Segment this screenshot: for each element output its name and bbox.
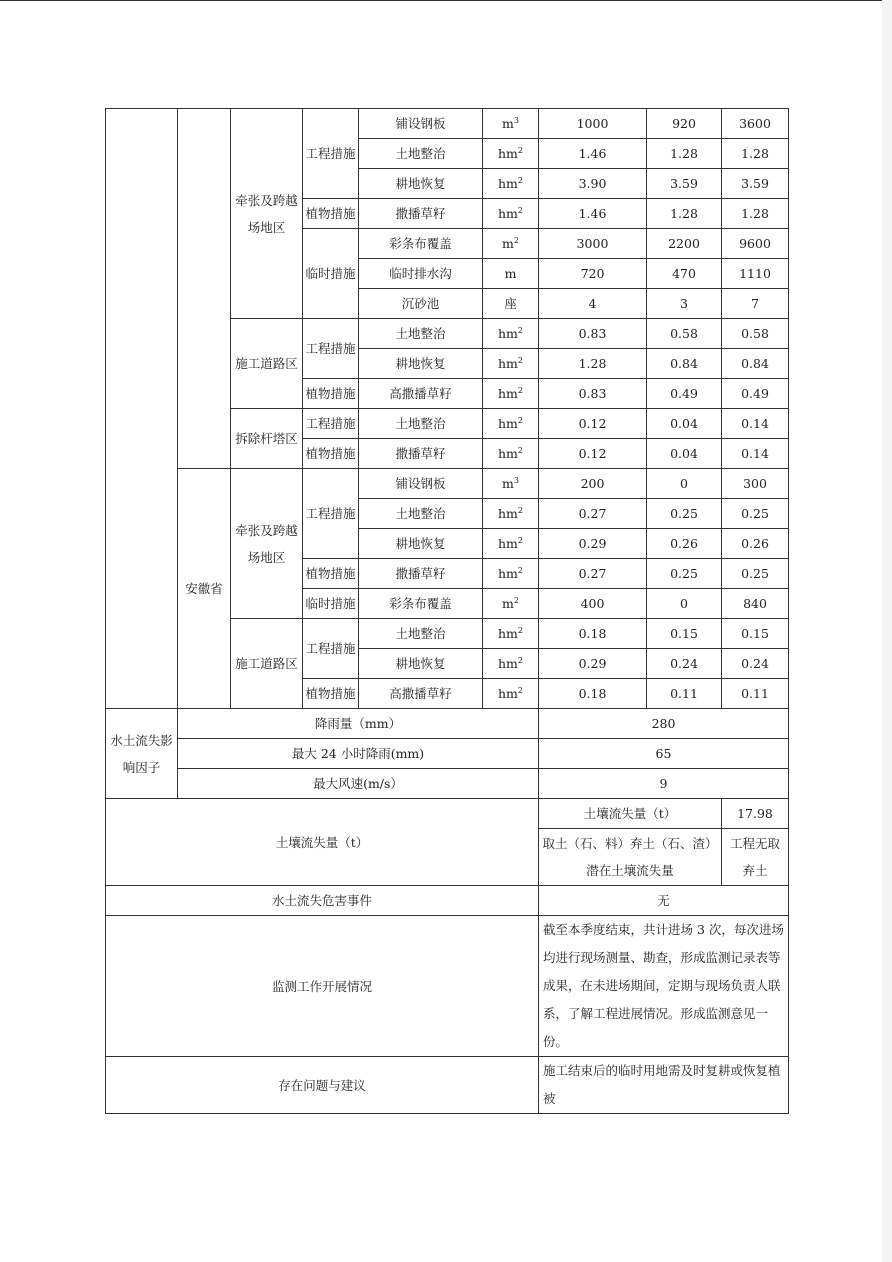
value-cell: 3.59 bbox=[647, 169, 722, 199]
category-cell: 工程措施 bbox=[303, 319, 359, 379]
value-cell: 1.28 bbox=[722, 199, 789, 229]
unit-cell: $m^2$ bbox=[483, 229, 539, 259]
value-cell: 1.28 bbox=[539, 349, 647, 379]
unit-cell: $hm^2$ bbox=[483, 139, 539, 169]
value-cell: 0.14 bbox=[722, 439, 789, 469]
value-cell: 9600 bbox=[722, 229, 789, 259]
value-cell: 0.27 bbox=[539, 499, 647, 529]
value-cell: 1.28 bbox=[722, 139, 789, 169]
province-cell-empty bbox=[178, 109, 231, 469]
area-cell: 拆除杆塔区 bbox=[231, 409, 303, 469]
soil-loss-label: 土壤流失量（t） bbox=[106, 799, 539, 886]
category-cell: 植物措施 bbox=[303, 379, 359, 409]
value-cell: 2200 bbox=[647, 229, 722, 259]
wind-value: 9 bbox=[539, 769, 789, 799]
measure-cell: 土地整治 bbox=[359, 139, 483, 169]
unit-cell: $hm^2$ bbox=[483, 499, 539, 529]
value-cell: 3 bbox=[647, 289, 722, 319]
value-cell: 0.26 bbox=[722, 529, 789, 559]
value-cell: 300 bbox=[722, 469, 789, 499]
value-cell: 0 bbox=[647, 469, 722, 499]
value-cell: 1.46 bbox=[539, 199, 647, 229]
value-cell: 0.04 bbox=[647, 439, 722, 469]
unit-cell: $hm^2$ bbox=[483, 199, 539, 229]
area-cell: 施工道路区 bbox=[231, 619, 303, 709]
value-cell: 0 bbox=[647, 589, 722, 619]
value-cell: 0.25 bbox=[722, 499, 789, 529]
value-cell: 0.12 bbox=[539, 409, 647, 439]
value-cell: 0.84 bbox=[722, 349, 789, 379]
category-cell: 植物措施 bbox=[303, 679, 359, 709]
value-cell: 0.29 bbox=[539, 529, 647, 559]
value-cell: 0.11 bbox=[722, 679, 789, 709]
value-cell: 1110 bbox=[722, 259, 789, 289]
monitoring-table bbox=[105, 108, 789, 1114]
unit-cell: $m^2$ bbox=[483, 589, 539, 619]
measure-cell: 撒播草籽 bbox=[359, 439, 483, 469]
measure-cell: 耕地恢复 bbox=[359, 649, 483, 679]
soil-loss-sub-value: 17.98 bbox=[722, 799, 789, 829]
rainfall-label: 降雨量（mm） bbox=[178, 709, 539, 739]
measure-cell: 撒播草籽 bbox=[359, 199, 483, 229]
value-cell: 4 bbox=[539, 289, 647, 319]
category-cell: 工程措施 bbox=[303, 109, 359, 199]
category-cell: 工程措施 bbox=[303, 469, 359, 559]
value-cell: 1.28 bbox=[647, 199, 722, 229]
unit-cell: $hm^2$ bbox=[483, 169, 539, 199]
unit-cell: 座 bbox=[483, 289, 539, 319]
value-cell: 0.49 bbox=[722, 379, 789, 409]
measure-cell: 彩条布覆盖 bbox=[359, 229, 483, 259]
unit-cell: m bbox=[483, 259, 539, 289]
measure-cell: 彩条布覆盖 bbox=[359, 589, 483, 619]
unit-cell: $m^3$ bbox=[483, 109, 539, 139]
value-cell: 0.24 bbox=[647, 649, 722, 679]
value-cell: 0.58 bbox=[722, 319, 789, 349]
unit-cell: $hm^2$ bbox=[483, 319, 539, 349]
measure-cell: 铺设钢板 bbox=[359, 109, 483, 139]
value-cell: 0.84 bbox=[647, 349, 722, 379]
measure-cell: 耕地恢复 bbox=[359, 529, 483, 559]
unit-cell: $hm^2$ bbox=[483, 409, 539, 439]
area-cell: 牵张及跨越场地区 bbox=[231, 469, 303, 619]
value-cell: 0.58 bbox=[647, 319, 722, 349]
value-cell: 720 bbox=[539, 259, 647, 289]
value-cell: 400 bbox=[539, 589, 647, 619]
wind-label: 最大风速(m/s） bbox=[178, 769, 539, 799]
unit-cell: $m^3$ bbox=[483, 469, 539, 499]
category-cell: 植物措施 bbox=[303, 439, 359, 469]
value-cell: 0.24 bbox=[722, 649, 789, 679]
category-cell: 植物措施 bbox=[303, 199, 359, 229]
value-cell: 0.26 bbox=[647, 529, 722, 559]
value-cell: 7 bbox=[722, 289, 789, 319]
monitoring-label: 监测工作开展情况 bbox=[106, 916, 539, 1057]
value-cell: 920 bbox=[647, 109, 722, 139]
unit-cell: $hm^2$ bbox=[483, 439, 539, 469]
measure-cell: 土地整治 bbox=[359, 409, 483, 439]
measure-cell: 撒播草籽 bbox=[359, 559, 483, 589]
measure-cell: 土地整治 bbox=[359, 499, 483, 529]
value-cell: 0.14 bbox=[722, 409, 789, 439]
value-cell: 0.04 bbox=[647, 409, 722, 439]
value-cell: 0.18 bbox=[539, 619, 647, 649]
value-cell: 3.59 bbox=[722, 169, 789, 199]
value-cell: 0.49 bbox=[647, 379, 722, 409]
category-cell: 植物措施 bbox=[303, 559, 359, 589]
category-cell: 临时措施 bbox=[303, 229, 359, 319]
value-cell: 1.46 bbox=[539, 139, 647, 169]
hazard-value: 无 bbox=[539, 886, 789, 916]
measure-cell: 耕地恢复 bbox=[359, 349, 483, 379]
value-cell: 0.83 bbox=[539, 379, 647, 409]
unit-cell: $hm^2$ bbox=[483, 679, 539, 709]
area-cell: 施工道路区 bbox=[231, 319, 303, 409]
max24-rain-value: 65 bbox=[539, 739, 789, 769]
value-cell: 3600 bbox=[722, 109, 789, 139]
section-label-empty bbox=[106, 109, 178, 709]
page-right-edge bbox=[882, 0, 892, 1262]
unit-cell: $hm^2$ bbox=[483, 379, 539, 409]
value-cell: 200 bbox=[539, 469, 647, 499]
value-cell: 0.25 bbox=[722, 559, 789, 589]
value-cell: 0.83 bbox=[539, 319, 647, 349]
measure-cell: 土地整治 bbox=[359, 319, 483, 349]
measure-cell: 耕地恢复 bbox=[359, 169, 483, 199]
factors-label: 水土流失影响因子 bbox=[106, 709, 178, 799]
value-cell: 0.29 bbox=[539, 649, 647, 679]
measure-cell: 铺设钢板 bbox=[359, 469, 483, 499]
measure-cell: 沉砂池 bbox=[359, 289, 483, 319]
hazard-label: 水土流失危害事件 bbox=[106, 886, 539, 916]
category-cell: 工程措施 bbox=[303, 619, 359, 679]
max24-rain-label: 最大 24 小时降雨(mm) bbox=[178, 739, 539, 769]
value-cell: 0.25 bbox=[647, 559, 722, 589]
area-cell: 牵张及跨越场地区 bbox=[231, 109, 303, 319]
category-cell: 临时措施 bbox=[303, 589, 359, 619]
value-cell: 0.12 bbox=[539, 439, 647, 469]
value-cell: 840 bbox=[722, 589, 789, 619]
category-cell: 工程措施 bbox=[303, 409, 359, 439]
measure-cell: 高撒播草籽 bbox=[359, 379, 483, 409]
potential-soil-loss-value: 工程无取弃土 bbox=[722, 829, 789, 886]
measure-cell: 土地整治 bbox=[359, 619, 483, 649]
measure-cell: 临时排水沟 bbox=[359, 259, 483, 289]
value-cell: 1000 bbox=[539, 109, 647, 139]
unit-cell: $hm^2$ bbox=[483, 619, 539, 649]
unit-cell: $hm^2$ bbox=[483, 559, 539, 589]
measure-cell: 高撒播草籽 bbox=[359, 679, 483, 709]
value-cell: 0.18 bbox=[539, 679, 647, 709]
unit-cell: $hm^2$ bbox=[483, 349, 539, 379]
value-cell: 0.27 bbox=[539, 559, 647, 589]
value-cell: 3000 bbox=[539, 229, 647, 259]
value-cell: 0.25 bbox=[647, 499, 722, 529]
issues-description: 施工结束后的临时用地需及时复耕或恢复植被 bbox=[539, 1057, 789, 1114]
value-cell: 0.11 bbox=[647, 679, 722, 709]
value-cell: 0.15 bbox=[722, 619, 789, 649]
value-cell: 3.90 bbox=[539, 169, 647, 199]
potential-soil-loss-label: 取土（石、料）弃土（石、渣）潜在土壤流失量 bbox=[539, 829, 722, 886]
value-cell: 470 bbox=[647, 259, 722, 289]
unit-cell: $hm^2$ bbox=[483, 529, 539, 559]
value-cell: 1.28 bbox=[647, 139, 722, 169]
page-top-border bbox=[0, 0, 892, 1]
province-cell: 安徽省 bbox=[178, 469, 231, 709]
issues-label: 存在问题与建议 bbox=[106, 1057, 539, 1114]
value-cell: 0.15 bbox=[647, 619, 722, 649]
soil-loss-sub-label: 土壤流失量（t） bbox=[539, 799, 722, 829]
rainfall-value: 280 bbox=[539, 709, 789, 739]
unit-cell: $hm^2$ bbox=[483, 649, 539, 679]
monitoring-description: 截至本季度结束，共计进场 3 次，每次进场均进行现场测量、勘查，形成监测记录表等成果，在未进场期间，定期与现场负责人联系，了解工程进展情况。形成监测意见一份。 bbox=[539, 916, 789, 1057]
